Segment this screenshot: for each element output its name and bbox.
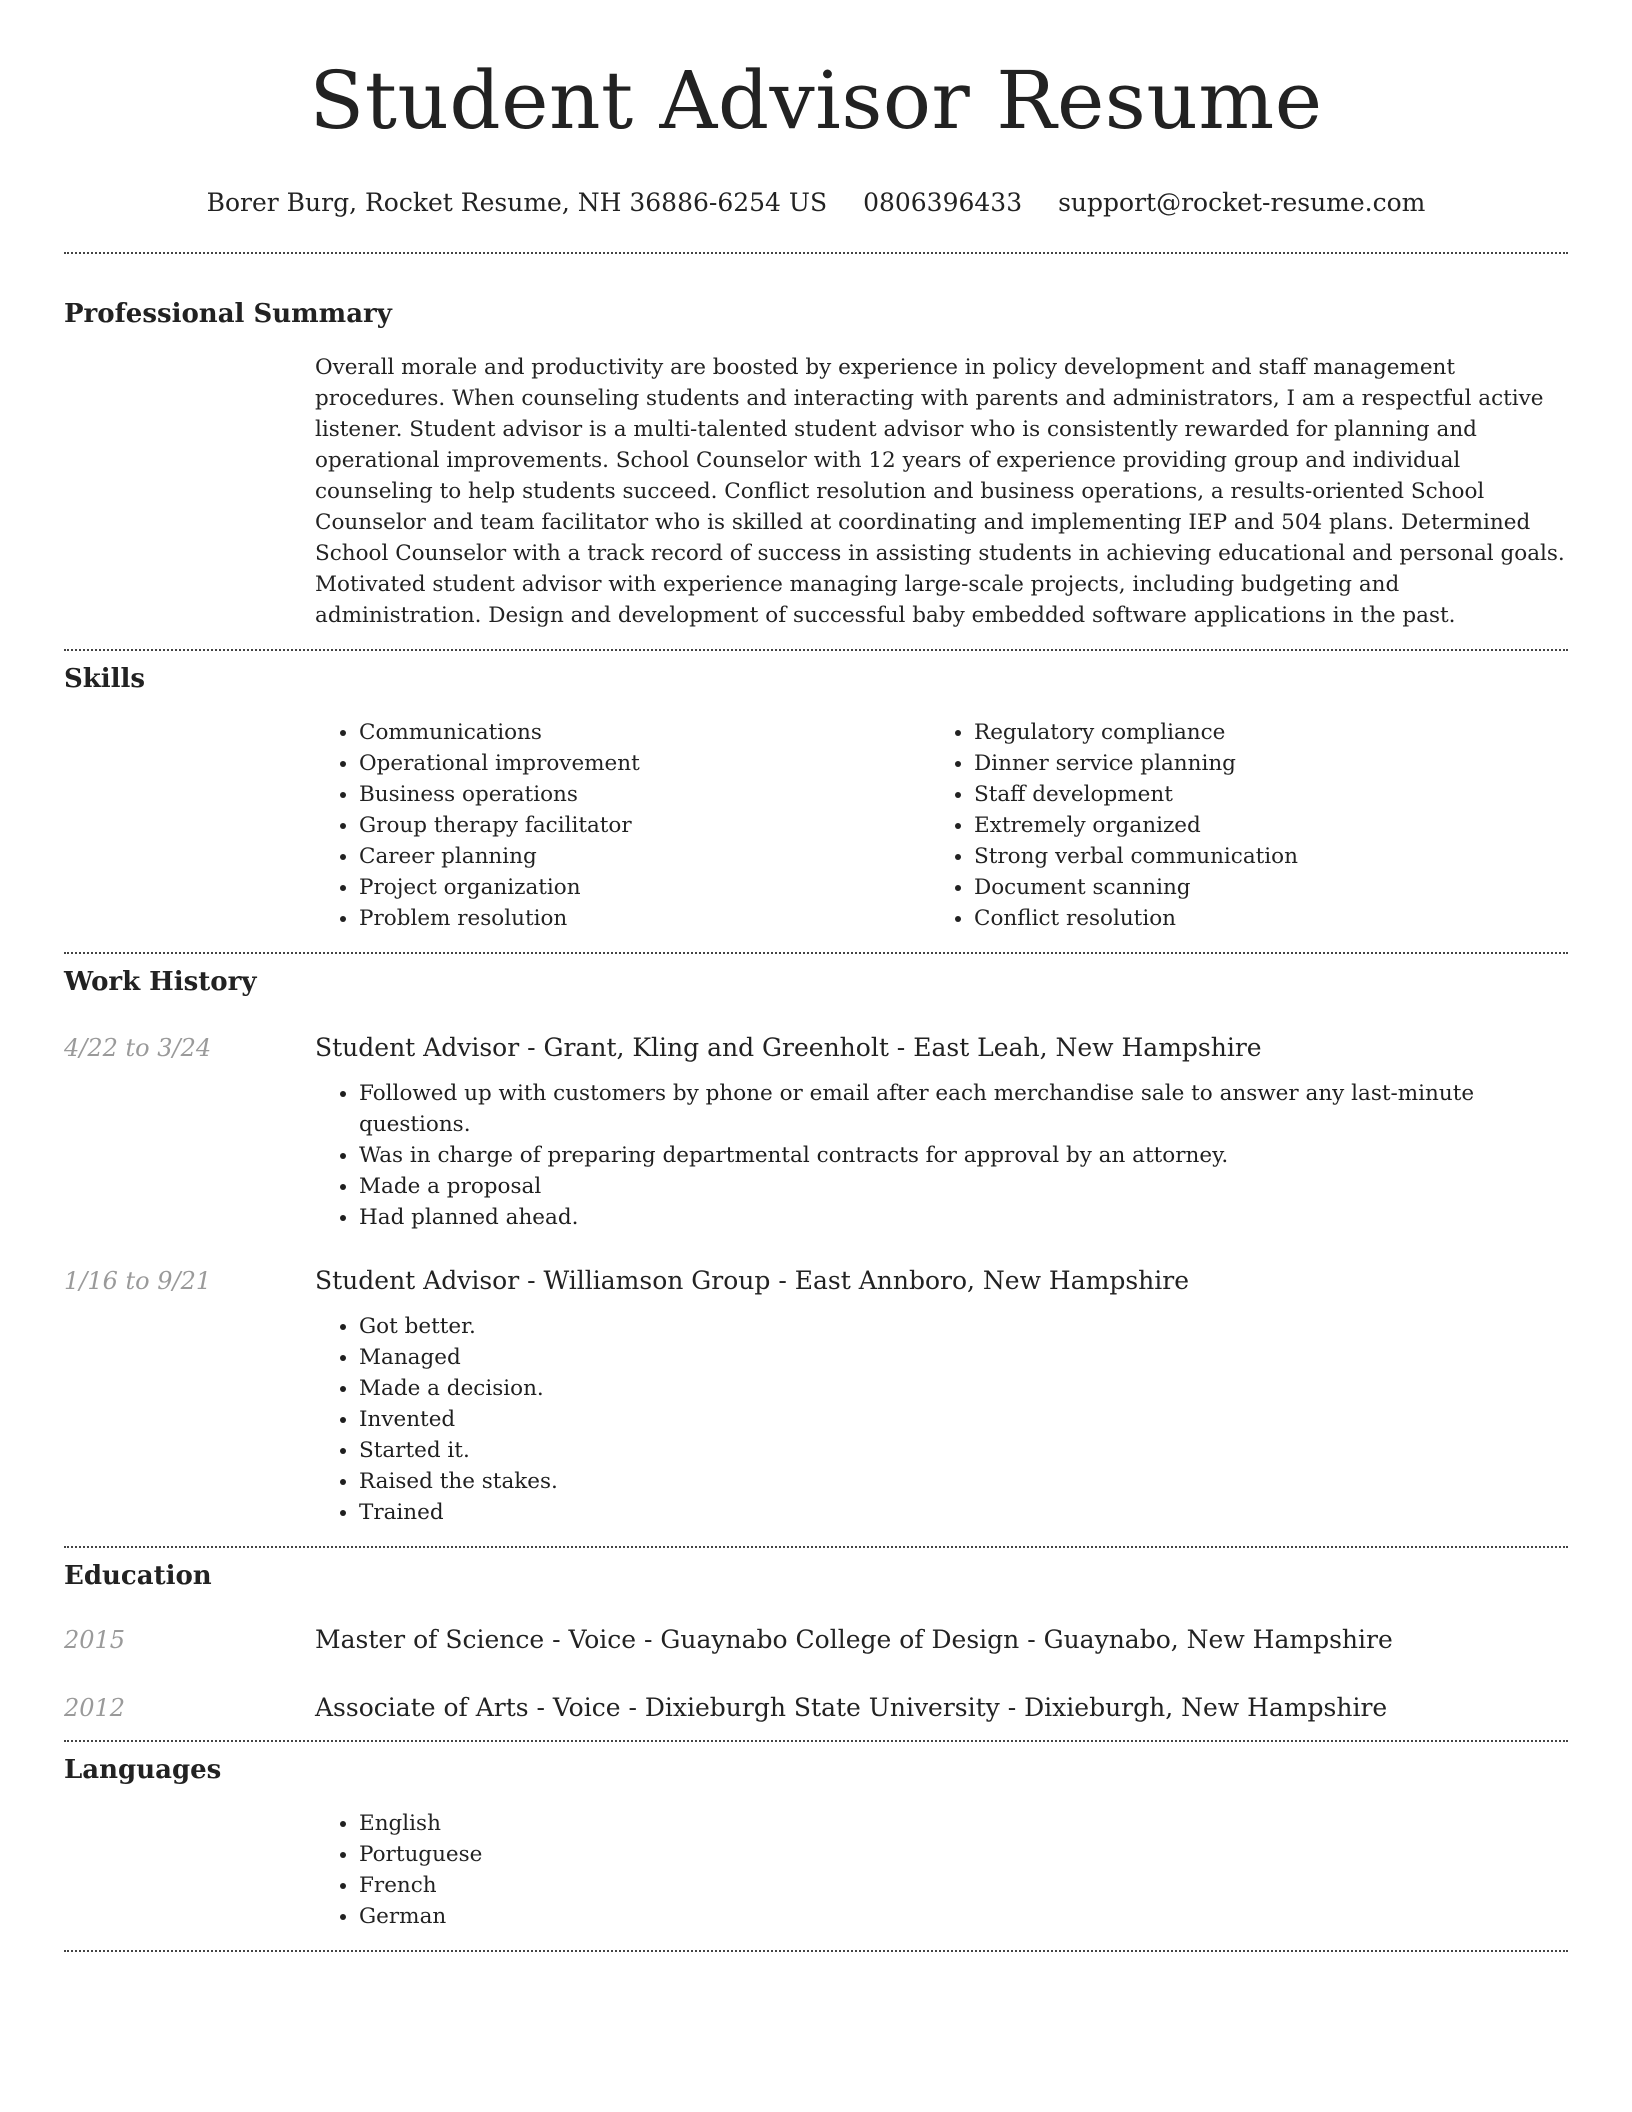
summary-heading: Professional Summary <box>64 299 392 329</box>
education-entry <box>64 1624 1568 1656</box>
contact-phone: 0806396433 <box>863 188 1023 217</box>
skill-item: • Group therapy facilitator <box>359 810 930 841</box>
skill-item: • Strong verbal communication <box>974 841 1545 872</box>
section-divider <box>64 952 1568 954</box>
contact-address: Borer Burg, Rocket Resume, NH 36886-6254 US <box>206 188 828 217</box>
job-bullet: • Got better. <box>359 1311 1568 1342</box>
skill-item: • Operational improvement <box>359 748 930 779</box>
job-bullet: • Trained <box>359 1497 1568 1528</box>
skill-item: • Project organization <box>359 872 930 903</box>
work-history-heading: Work History <box>64 967 257 997</box>
skills-column-right <box>930 717 1545 934</box>
skill-item: • Staff development <box>974 779 1545 810</box>
job-dates: 1/16 to 9/21 <box>64 1267 212 1295</box>
job-bullet: • Had planned ahead. <box>359 1202 1568 1233</box>
job-bullet: • Made a decision. <box>359 1373 1568 1404</box>
job-bullet: • Was in charge of preparing departmental contracts for approval by an attorney. <box>359 1140 1568 1171</box>
education-heading-line: Master of Science - Voice - Guaynabo College of Design - Guaynabo, New Hampshire <box>315 1625 1393 1654</box>
education-heading: Education <box>64 1561 212 1591</box>
skill-item: • Communications <box>359 717 930 748</box>
contact-email: support@rocket-resume.com <box>1058 188 1426 217</box>
section-divider <box>64 1546 1568 1548</box>
page-title: Student Advisor Resume <box>309 54 1323 147</box>
skill-item: • Conflict resolution <box>974 903 1545 934</box>
summary-section <box>64 298 1568 631</box>
job-bullet: • Managed <box>359 1342 1568 1373</box>
skills-heading: Skills <box>64 664 146 694</box>
section-divider <box>64 649 1568 651</box>
education-section <box>64 1560 1568 1740</box>
skill-item: • Dinner service planning <box>974 748 1545 779</box>
education-entry <box>64 1692 1568 1724</box>
contact-line <box>64 188 1568 218</box>
skill-item: • Document scanning <box>974 872 1545 903</box>
job-bullets <box>315 1078 1568 1233</box>
skill-item: • Career planning <box>359 841 930 872</box>
job-bullet: • Made a proposal <box>359 1171 1568 1202</box>
job-bullet: • Raised the stakes. <box>359 1466 1568 1497</box>
job-bullet: • Invented <box>359 1404 1568 1435</box>
skills-column-left <box>315 717 930 934</box>
job-dates: 4/22 to 3/24 <box>64 1034 212 1062</box>
section-divider <box>64 252 1568 254</box>
section-divider <box>64 1740 1568 1742</box>
skill-item: • Extremely organized <box>974 810 1545 841</box>
languages-list <box>315 1808 1568 1932</box>
job-bullet: • Followed up with customers by phone or email after each merchandise sale to answer any last-minute questions. <box>359 1078 1568 1140</box>
skill-item: • Regulatory compliance <box>974 717 1545 748</box>
education-heading-line: Associate of Arts - Voice - Dixieburgh State University - Dixieburgh, New Hampshire <box>315 1693 1388 1722</box>
job-entry <box>64 1032 1568 1064</box>
job-heading: Student Advisor - Williamson Group - East Annboro, New Hampshire <box>315 1266 1189 1295</box>
skills-section <box>64 663 1568 934</box>
job-entry <box>64 1265 1568 1297</box>
summary-text: Overall morale and productivity are boosted by experience in policy development and staff management procedures. When counseling students and interacting with parents and administrators, I am a respectful active listener. Student advisor is a multi-talented student advisor who is consistently rewarded for planning and operational improvements. School Counselor with 12 years of experience providing group and individual counseling to help students succeed. Conflict resolution and business operations, a results-oriented School Counselor and team facilitator who is skilled at coordinating and implementing IEP and 504 plans. Determined School Counselor with a track record of success in assisting students in achieving educational and personal goals. Motivated student advisor with experience managing large-scale projects, including budgeting and administration. Design and development of successful baby embedded software applications in the past. <box>315 355 1565 628</box>
language-item: • German <box>359 1901 1568 1932</box>
languages-section <box>64 1754 1568 1932</box>
job-heading: Student Advisor - Grant, Kling and Greenholt - East Leah, New Hampshire <box>315 1033 1262 1062</box>
job-bullet: • Started it. <box>359 1435 1568 1466</box>
skills-columns <box>315 717 1568 934</box>
language-item: • English <box>359 1808 1568 1839</box>
languages-heading: Languages <box>64 1755 222 1785</box>
job-bullets <box>315 1311 1568 1528</box>
language-item: • French <box>359 1870 1568 1901</box>
education-year: 2012 <box>64 1694 126 1722</box>
work-history-section <box>64 966 1568 1546</box>
language-item: • Portuguese <box>359 1839 1568 1870</box>
skill-item: • Problem resolution <box>359 903 930 934</box>
section-divider <box>64 1950 1568 1952</box>
skill-item: • Business operations <box>359 779 930 810</box>
education-year: 2015 <box>64 1626 126 1654</box>
